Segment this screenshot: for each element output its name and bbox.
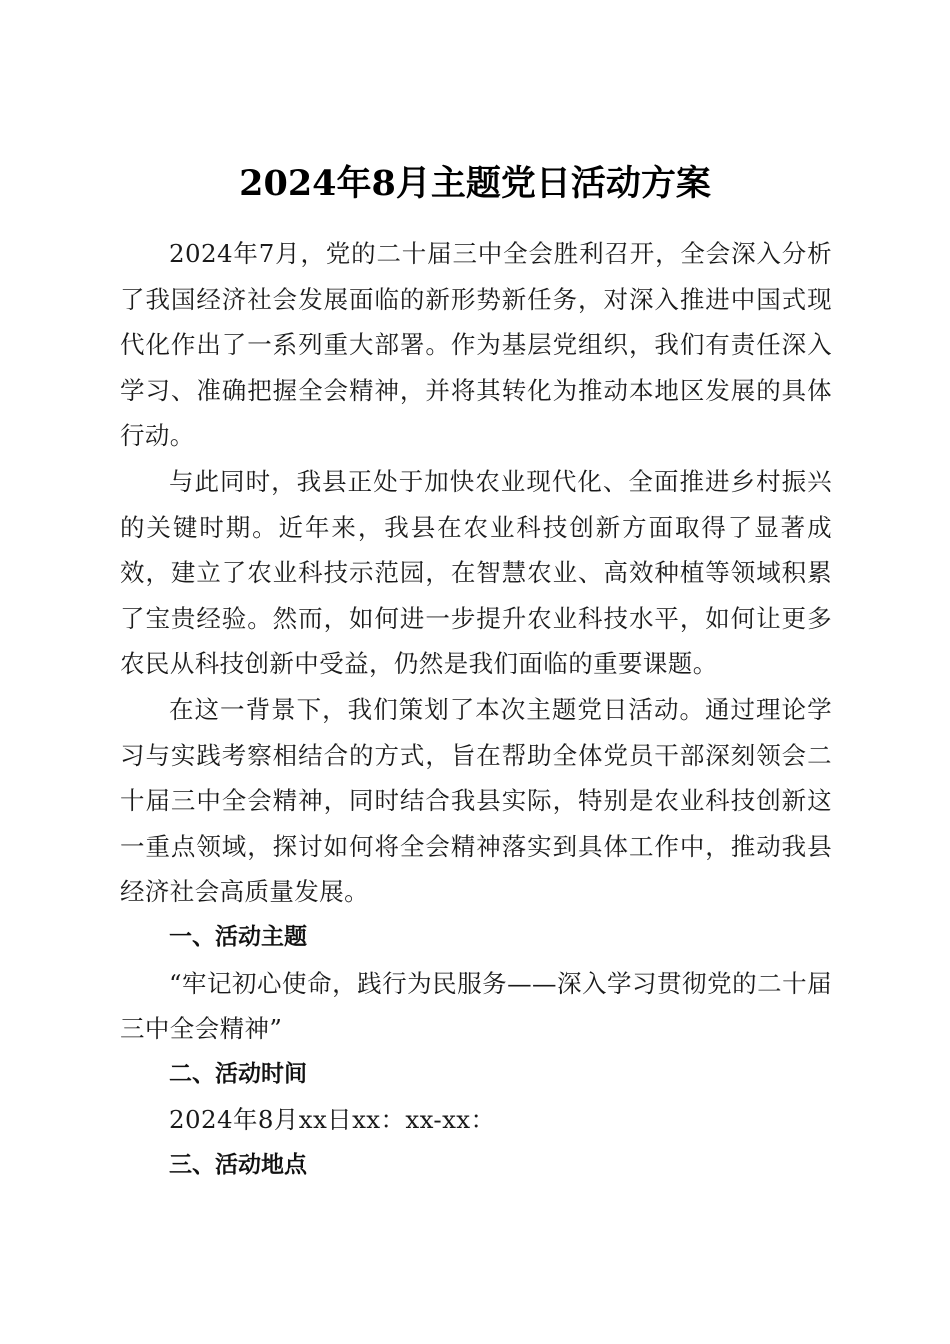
section-heading-time: 二、活动时间: [169, 1060, 307, 1087]
section-content-theme: “牢记初心使命，践行为民服务——深入学习贯彻党的二十届三中全会精神”: [120, 968, 832, 1044]
document-title: 2024年8月主题党日活动方案: [239, 163, 711, 205]
intro-paragraph-3: 在这一背景下，我们策划了本次主题党日活动。通过理论学习与实践考察相结合的方式，旨在帮助全体党员干部深刻领会二十届三中全会精神，同时结合我县实际，特别是农业科技创新这一重点领域，探讨如何将全会精神落实到具体工作中，推动我县经济社会高质量发展。: [120, 694, 832, 907]
intro-paragraph-1: 2024年7月，党的二十届三中全会胜利召开，全会深入分析了我国经济社会发展面临的新形势新任务，对深入推进中国式现代化作出了一系列重大部署。作为基层党组织，我们有责任深入学习、准确把握全会精神，并将其转化为推动本地区发展的具体行动。: [120, 239, 832, 451]
section-heading-theme: 一、活动主题: [169, 923, 307, 950]
section-heading-location: 三、活动地点: [169, 1151, 307, 1178]
intro-paragraph-2: 与此同时，我县正处于加快农业现代化、全面推进乡村振兴的关键时期。近年来，我县在农业科技创新方面取得了显著成效，建立了农业科技示范园，在智慧农业、高效种植等领域积累了宝贵经验。然而，如何进一步提升农业科技水平，如何让更多农民从科技创新中受益，仍然是我们面临的重要课题。: [120, 466, 832, 679]
document-body: [120, 231, 832, 1188]
section-content-time: 2024年8月xx日xx：xx-xx：: [169, 1105, 496, 1135]
